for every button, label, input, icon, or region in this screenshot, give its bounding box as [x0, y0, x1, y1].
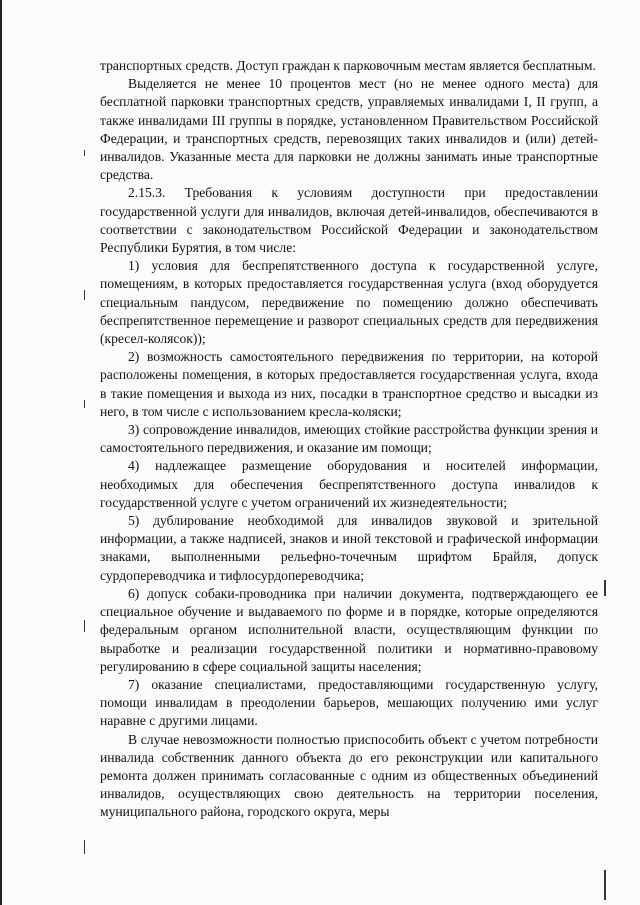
scan-speck [84, 290, 85, 300]
paragraph: 7) оказание специалистами, предоставляющими государственную услугу, помощи инвалидам в преодолении барьеров, мешающих получению ими услуг наравне с другими лицами. [100, 676, 598, 729]
paragraph: 2.15.3. Требования к условиям доступности при предоставлении государственной услуги для инвалидов, включая детей-инвалидов, обеспечиваются в соответствии с законодательством Российской Федерации и законодательством Республики Бурятия, в том числе: [100, 185, 598, 256]
document-body [100, 57, 598, 822]
paragraph: В случае невозможности полностью приспособить объект с учетом потребности инвалида собственник данного объекта до его реконструкции или капитального ремонта должен принимать согласованные с одним из общественных объединений инвалидов, осуществляющих свою деятельность на территории поселения, муниципального района, городского округа, меры [100, 731, 598, 820]
scan-speck [604, 580, 606, 596]
paragraph: транспортных средств. Доступ граждан к парковочным местам является бесплатным. [100, 58, 596, 73]
scan-edge [0, 0, 2, 905]
paragraph: 5) дублирование необходимой для инвалидов звуковой и зрительной информации, а также надписей, знаков и иной текстовой и графической информации знаками, выполненными рельефно-точечным шрифтом Брайля, допуск сурдопереводчика и тифлосурдопереводчика; [100, 513, 598, 583]
paragraph: 4) надлежащее размещение оборудования и носителей информации, необходимых для обеспечения беспрепятственного доступа инвалидов к государственной услуге с учетом ограничений их жизнедеятельности; [100, 458, 598, 510]
paragraph: 6) допуск собаки-проводника при наличии документа, подтверждающего ее специальное обучение и выдаваемого по форме и в порядке, которые определяются федеральным органом исполнительной власти, осуществляющим функции по выработке и реализации государственной политики и нормативно-правовому регулированию в сфере социальной защиты населения; [100, 585, 598, 674]
scan-speck [604, 870, 606, 900]
scan-speck [84, 150, 85, 156]
scan-speck [84, 840, 85, 854]
scan-speck [84, 620, 85, 632]
paragraph: Выделяется не менее 10 процентов мест (но не менее одного места) для бесплатной парковки транспортных средств, управляемых инвалидами I, II групп, а также инвалидами III группы в порядке, установленном Правительством Российской Федерации, и транспортных средств, перевозящих таких инвалидов и (или) детей-инвалидов. Указанные места для парковки не должны занимать иные транспортные средства. [100, 76, 598, 183]
paragraph: 1) условия для беспрепятственного доступа к государственной услуге, помещениям, в которых предоставляется государственная услуга (вход оборудуется специальным пандусом, передвижение по помещению должно обеспечивать беспрепятственное перемещение и разворот специальных средств для передвижения (кресел-колясок)); [100, 258, 598, 347]
scan-speck [84, 400, 85, 408]
paragraph: 3) сопровождение инвалидов, имеющих стойкие расстройства функции зрения и самостоятельного передвижения, и оказание им помощи; [100, 422, 598, 456]
paragraph: 2) возможность самостоятельного передвижения по территории, на которой расположены помещения, в которых предоставляется государственная услуга, входа в такие помещения и выхода из них, посадки в транспортное средство и высадки из него, в том числе с использованием кресла-коляски; [100, 349, 598, 419]
